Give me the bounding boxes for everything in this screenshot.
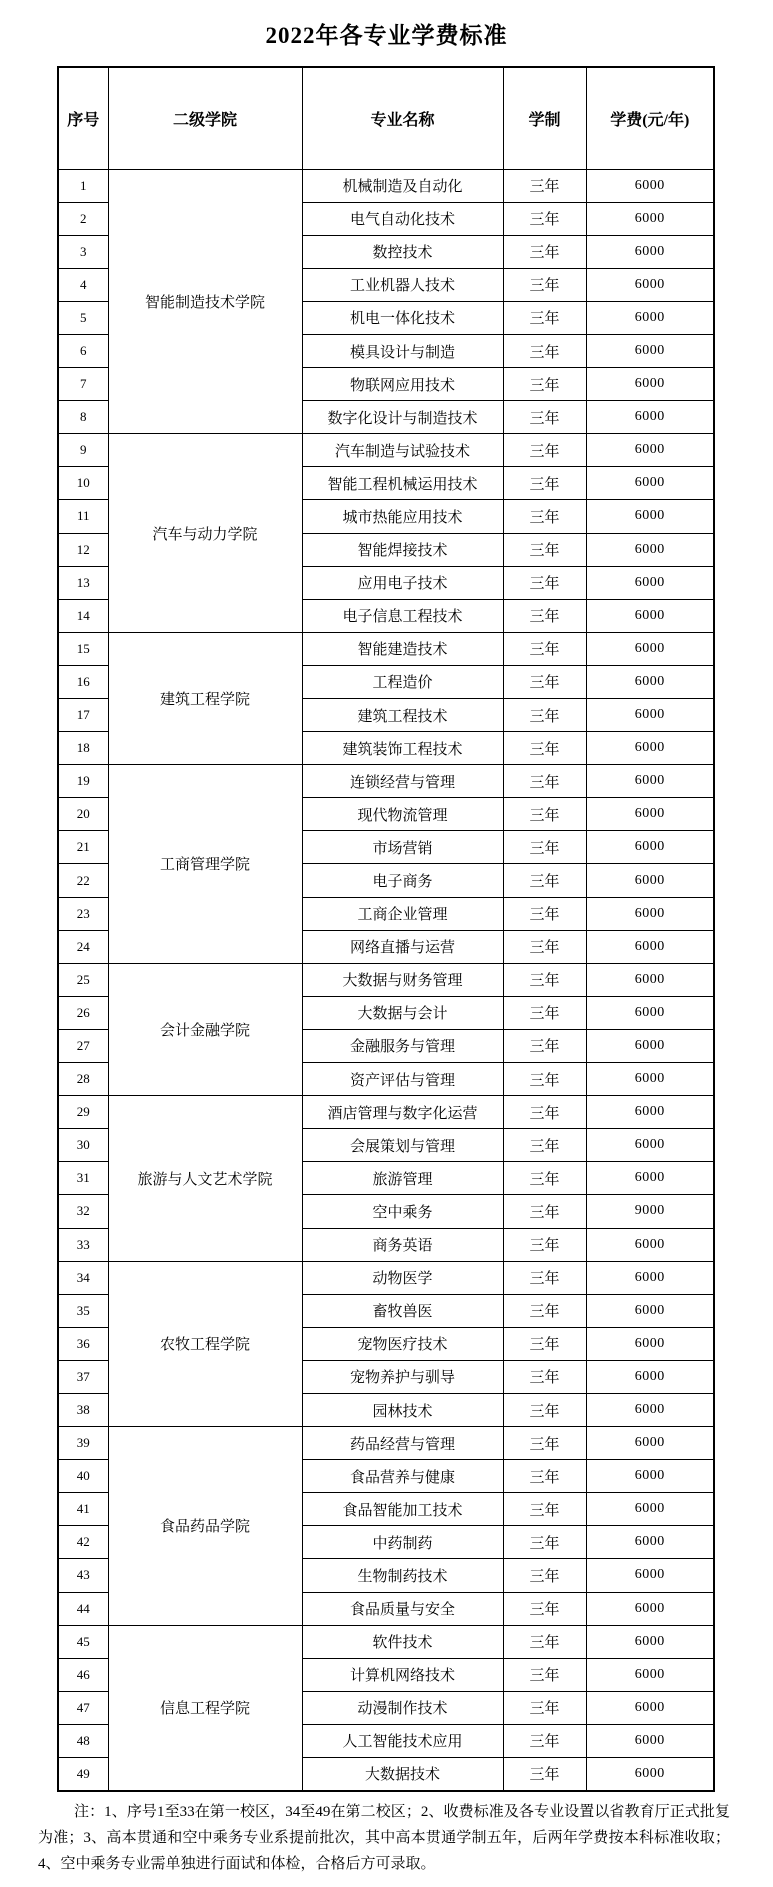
row-number-cell: 15	[58, 632, 108, 665]
fee-cell: 6000	[586, 1228, 714, 1261]
major-name-cell: 计算机网络技术	[302, 1658, 503, 1691]
table-row	[58, 765, 714, 798]
row-number-cell: 46	[58, 1658, 108, 1691]
duration-cell: 三年	[503, 930, 586, 963]
row-number-cell: 44	[58, 1592, 108, 1625]
duration-cell: 三年	[503, 996, 586, 1029]
table-row	[58, 632, 714, 665]
major-name-cell: 大数据与财务管理	[302, 963, 503, 996]
major-name-cell: 空中乘务	[302, 1195, 503, 1228]
duration-cell: 三年	[503, 334, 586, 367]
major-name-cell: 软件技术	[302, 1625, 503, 1658]
duration-cell: 三年	[503, 1526, 586, 1559]
duration-cell: 三年	[503, 235, 586, 268]
major-name-cell: 宠物医疗技术	[302, 1327, 503, 1360]
footnote: 注：1、序号1至33在第一校区，34至49在第二校区；2、收费标准及各专业设置以省教育厅正式批复为准；3、高本贯通和空中乘务专业系提前批次，其中高本贯通学制五年，后两年学费按本科标准收取； 4、空中乘务专业需单独进行面试和体检，合格后方可录取。	[38, 1804, 730, 1872]
fee-cell: 6000	[586, 500, 714, 533]
fee-cell: 6000	[586, 1526, 714, 1559]
duration-cell: 三年	[503, 268, 586, 301]
row-number-cell: 39	[58, 1427, 108, 1460]
fee-cell: 6000	[586, 1724, 714, 1757]
fee-cell: 6000	[586, 1029, 714, 1062]
row-number-cell: 14	[58, 599, 108, 632]
major-name-cell: 商务英语	[302, 1228, 503, 1261]
fee-cell: 6000	[586, 1559, 714, 1592]
duration-cell: 三年	[503, 1129, 586, 1162]
duration-cell: 三年	[503, 1360, 586, 1393]
row-number-cell: 33	[58, 1228, 108, 1261]
major-name-cell: 连锁经营与管理	[302, 765, 503, 798]
fee-cell: 6000	[586, 699, 714, 732]
row-number-cell: 25	[58, 963, 108, 996]
row-number-cell: 43	[58, 1559, 108, 1592]
major-name-cell: 酒店管理与数字化运营	[302, 1096, 503, 1129]
fee-cell: 6000	[586, 566, 714, 599]
duration-cell: 三年	[503, 1625, 586, 1658]
major-name-cell: 智能工程机械运用技术	[302, 467, 503, 500]
duration-cell: 三年	[503, 864, 586, 897]
major-name-cell: 机械制造及自动化	[302, 169, 503, 202]
duration-cell: 三年	[503, 765, 586, 798]
duration-cell: 三年	[503, 169, 586, 202]
column-header-no: 序号	[58, 67, 108, 169]
fee-cell: 6000	[586, 434, 714, 467]
fee-cell: 6000	[586, 765, 714, 798]
duration-cell: 三年	[503, 301, 586, 334]
duration-cell: 三年	[503, 1493, 586, 1526]
row-number-cell: 28	[58, 1063, 108, 1096]
major-name-cell: 城市热能应用技术	[302, 500, 503, 533]
row-number-cell: 42	[58, 1526, 108, 1559]
fee-cell: 6000	[586, 599, 714, 632]
duration-cell: 三年	[503, 500, 586, 533]
row-number-cell: 40	[58, 1460, 108, 1493]
major-name-cell: 人工智能技术应用	[302, 1724, 503, 1757]
duration-cell: 三年	[503, 1724, 586, 1757]
fee-cell: 6000	[586, 1360, 714, 1393]
fee-cell: 6000	[586, 831, 714, 864]
major-name-cell: 大数据与会计	[302, 996, 503, 1029]
fee-cell: 6000	[586, 1162, 714, 1195]
major-name-cell: 动物医学	[302, 1261, 503, 1294]
duration-cell: 三年	[503, 699, 586, 732]
major-name-cell: 网络直播与运营	[302, 930, 503, 963]
major-name-cell: 生物制药技术	[302, 1559, 503, 1592]
college-cell: 信息工程学院	[108, 1625, 302, 1790]
major-name-cell: 智能焊接技术	[302, 533, 503, 566]
row-number-cell: 23	[58, 897, 108, 930]
column-header-major: 专业名称	[302, 67, 503, 169]
major-name-cell: 电子信息工程技术	[302, 599, 503, 632]
duration-cell: 三年	[503, 1460, 586, 1493]
major-name-cell: 动漫制作技术	[302, 1691, 503, 1724]
duration-cell: 三年	[503, 1162, 586, 1195]
major-name-cell: 畜牧兽医	[302, 1294, 503, 1327]
major-name-cell: 数控技术	[302, 235, 503, 268]
major-name-cell: 食品智能加工技术	[302, 1493, 503, 1526]
fee-cell: 6000	[586, 467, 714, 500]
row-number-cell: 18	[58, 732, 108, 765]
major-name-cell: 工商企业管理	[302, 897, 503, 930]
row-number-cell: 41	[58, 1493, 108, 1526]
major-name-cell: 中药制药	[302, 1526, 503, 1559]
table-body	[58, 169, 714, 1791]
college-cell: 会计金融学院	[108, 963, 302, 1095]
row-number-cell: 35	[58, 1294, 108, 1327]
row-number-cell: 29	[58, 1096, 108, 1129]
row-number-cell: 38	[58, 1393, 108, 1426]
fee-cell: 6000	[586, 401, 714, 434]
fee-cell: 6000	[586, 665, 714, 698]
duration-cell: 三年	[503, 665, 586, 698]
major-name-cell: 电气自动化技术	[302, 202, 503, 235]
college-cell: 旅游与人文艺术学院	[108, 1096, 302, 1261]
column-header-college: 二级学院	[108, 67, 302, 169]
duration-cell: 三年	[503, 831, 586, 864]
major-name-cell: 数字化设计与制造技术	[302, 401, 503, 434]
duration-cell: 三年	[503, 897, 586, 930]
table-row	[58, 169, 714, 202]
column-header-fee: 学费(元/年)	[586, 67, 714, 169]
row-number-cell: 11	[58, 500, 108, 533]
row-number-cell: 24	[58, 930, 108, 963]
duration-cell: 三年	[503, 1758, 586, 1791]
fee-cell: 6000	[586, 1294, 714, 1327]
row-number-cell: 26	[58, 996, 108, 1029]
row-number-cell: 20	[58, 798, 108, 831]
row-number-cell: 22	[58, 864, 108, 897]
fee-cell: 6000	[586, 1096, 714, 1129]
fee-cell: 6000	[586, 798, 714, 831]
row-number-cell: 9	[58, 434, 108, 467]
duration-cell: 三年	[503, 963, 586, 996]
table-row	[58, 434, 714, 467]
fee-cell: 6000	[586, 930, 714, 963]
fee-cell: 6000	[586, 368, 714, 401]
duration-cell: 三年	[503, 1658, 586, 1691]
table-row	[58, 1096, 714, 1129]
row-number-cell: 48	[58, 1724, 108, 1757]
row-number-cell: 27	[58, 1029, 108, 1062]
row-number-cell: 49	[58, 1758, 108, 1791]
row-number-cell: 19	[58, 765, 108, 798]
fee-cell: 6000	[586, 732, 714, 765]
row-number-cell: 13	[58, 566, 108, 599]
row-number-cell: 6	[58, 334, 108, 367]
row-number-cell: 5	[58, 301, 108, 334]
major-name-cell: 会展策划与管理	[302, 1129, 503, 1162]
row-number-cell: 21	[58, 831, 108, 864]
major-name-cell: 建筑工程技术	[302, 699, 503, 732]
duration-cell: 三年	[503, 566, 586, 599]
major-name-cell: 现代物流管理	[302, 798, 503, 831]
college-cell: 建筑工程学院	[108, 632, 302, 764]
fee-cell: 6000	[586, 1758, 714, 1791]
duration-cell: 三年	[503, 1228, 586, 1261]
fee-cell: 6000	[586, 301, 714, 334]
major-name-cell: 智能建造技术	[302, 632, 503, 665]
college-cell: 汽车与动力学院	[108, 434, 302, 633]
fee-cell: 6000	[586, 963, 714, 996]
fee-cell: 6000	[586, 897, 714, 930]
major-name-cell: 食品营养与健康	[302, 1460, 503, 1493]
row-number-cell: 8	[58, 401, 108, 434]
table-header-row	[58, 67, 714, 169]
row-number-cell: 3	[58, 235, 108, 268]
major-name-cell: 汽车制造与试验技术	[302, 434, 503, 467]
row-number-cell: 36	[58, 1327, 108, 1360]
fee-cell: 6000	[586, 996, 714, 1029]
row-number-cell: 10	[58, 467, 108, 500]
row-number-cell: 1	[58, 169, 108, 202]
row-number-cell: 30	[58, 1129, 108, 1162]
fee-cell: 6000	[586, 1493, 714, 1526]
college-cell: 食品药品学院	[108, 1427, 302, 1626]
college-cell: 农牧工程学院	[108, 1261, 302, 1426]
row-number-cell: 4	[58, 268, 108, 301]
row-number-cell: 17	[58, 699, 108, 732]
table-row	[58, 1261, 714, 1294]
duration-cell: 三年	[503, 1261, 586, 1294]
duration-cell: 三年	[503, 1393, 586, 1426]
fee-cell: 6000	[586, 202, 714, 235]
fee-cell: 6000	[586, 864, 714, 897]
page-title: 2022年各专业学费标准	[265, 23, 508, 48]
duration-cell: 三年	[503, 1592, 586, 1625]
fee-cell: 6000	[586, 1592, 714, 1625]
major-name-cell: 电子商务	[302, 864, 503, 897]
duration-cell: 三年	[503, 401, 586, 434]
major-name-cell: 园林技术	[302, 1393, 503, 1426]
row-number-cell: 34	[58, 1261, 108, 1294]
tuition-fee-table	[57, 66, 715, 1792]
column-header-duration: 学制	[503, 67, 586, 169]
fee-cell: 6000	[586, 632, 714, 665]
duration-cell: 三年	[503, 1327, 586, 1360]
table-row	[58, 1427, 714, 1460]
row-number-cell: 12	[58, 533, 108, 566]
major-name-cell: 模具设计与制造	[302, 334, 503, 367]
fee-cell: 6000	[586, 1393, 714, 1426]
major-name-cell: 食品质量与安全	[302, 1592, 503, 1625]
fee-cell: 6000	[586, 1261, 714, 1294]
row-number-cell: 32	[58, 1195, 108, 1228]
college-cell: 智能制造技术学院	[108, 169, 302, 434]
major-name-cell: 大数据技术	[302, 1758, 503, 1791]
major-name-cell: 旅游管理	[302, 1162, 503, 1195]
major-name-cell: 应用电子技术	[302, 566, 503, 599]
fee-cell: 6000	[586, 334, 714, 367]
major-name-cell: 资产评估与管理	[302, 1063, 503, 1096]
table-row	[58, 1625, 714, 1658]
row-number-cell: 31	[58, 1162, 108, 1195]
fee-cell: 6000	[586, 1327, 714, 1360]
fee-cell: 6000	[586, 533, 714, 566]
duration-cell: 三年	[503, 467, 586, 500]
fee-cell: 6000	[586, 1658, 714, 1691]
duration-cell: 三年	[503, 1096, 586, 1129]
row-number-cell: 45	[58, 1625, 108, 1658]
college-cell: 工商管理学院	[108, 765, 302, 964]
fee-cell: 6000	[586, 1625, 714, 1658]
duration-cell: 三年	[503, 1063, 586, 1096]
row-number-cell: 37	[58, 1360, 108, 1393]
table-row	[58, 963, 714, 996]
fee-cell: 6000	[586, 1460, 714, 1493]
major-name-cell: 宠物养护与驯导	[302, 1360, 503, 1393]
major-name-cell: 工业机器人技术	[302, 268, 503, 301]
duration-cell: 三年	[503, 533, 586, 566]
major-name-cell: 工程造价	[302, 665, 503, 698]
row-number-cell: 16	[58, 665, 108, 698]
row-number-cell: 2	[58, 202, 108, 235]
fee-cell: 6000	[586, 235, 714, 268]
duration-cell: 三年	[503, 1294, 586, 1327]
major-name-cell: 物联网应用技术	[302, 368, 503, 401]
major-name-cell: 金融服务与管理	[302, 1029, 503, 1062]
duration-cell: 三年	[503, 202, 586, 235]
row-number-cell: 47	[58, 1691, 108, 1724]
duration-cell: 三年	[503, 434, 586, 467]
fee-cell: 9000	[586, 1195, 714, 1228]
fee-cell: 6000	[586, 1427, 714, 1460]
row-number-cell: 7	[58, 368, 108, 401]
table-head	[58, 67, 714, 169]
duration-cell: 三年	[503, 1029, 586, 1062]
duration-cell: 三年	[503, 1559, 586, 1592]
duration-cell: 三年	[503, 599, 586, 632]
fee-cell: 6000	[586, 268, 714, 301]
major-name-cell: 机电一体化技术	[302, 301, 503, 334]
duration-cell: 三年	[503, 798, 586, 831]
fee-cell: 6000	[586, 169, 714, 202]
duration-cell: 三年	[503, 1195, 586, 1228]
fee-cell: 6000	[586, 1129, 714, 1162]
major-name-cell: 药品经营与管理	[302, 1427, 503, 1460]
duration-cell: 三年	[503, 1427, 586, 1460]
duration-cell: 三年	[503, 732, 586, 765]
major-name-cell: 市场营销	[302, 831, 503, 864]
duration-cell: 三年	[503, 1691, 586, 1724]
fee-cell: 6000	[586, 1063, 714, 1096]
duration-cell: 三年	[503, 632, 586, 665]
fee-cell: 6000	[586, 1691, 714, 1724]
major-name-cell: 建筑装饰工程技术	[302, 732, 503, 765]
duration-cell: 三年	[503, 368, 586, 401]
